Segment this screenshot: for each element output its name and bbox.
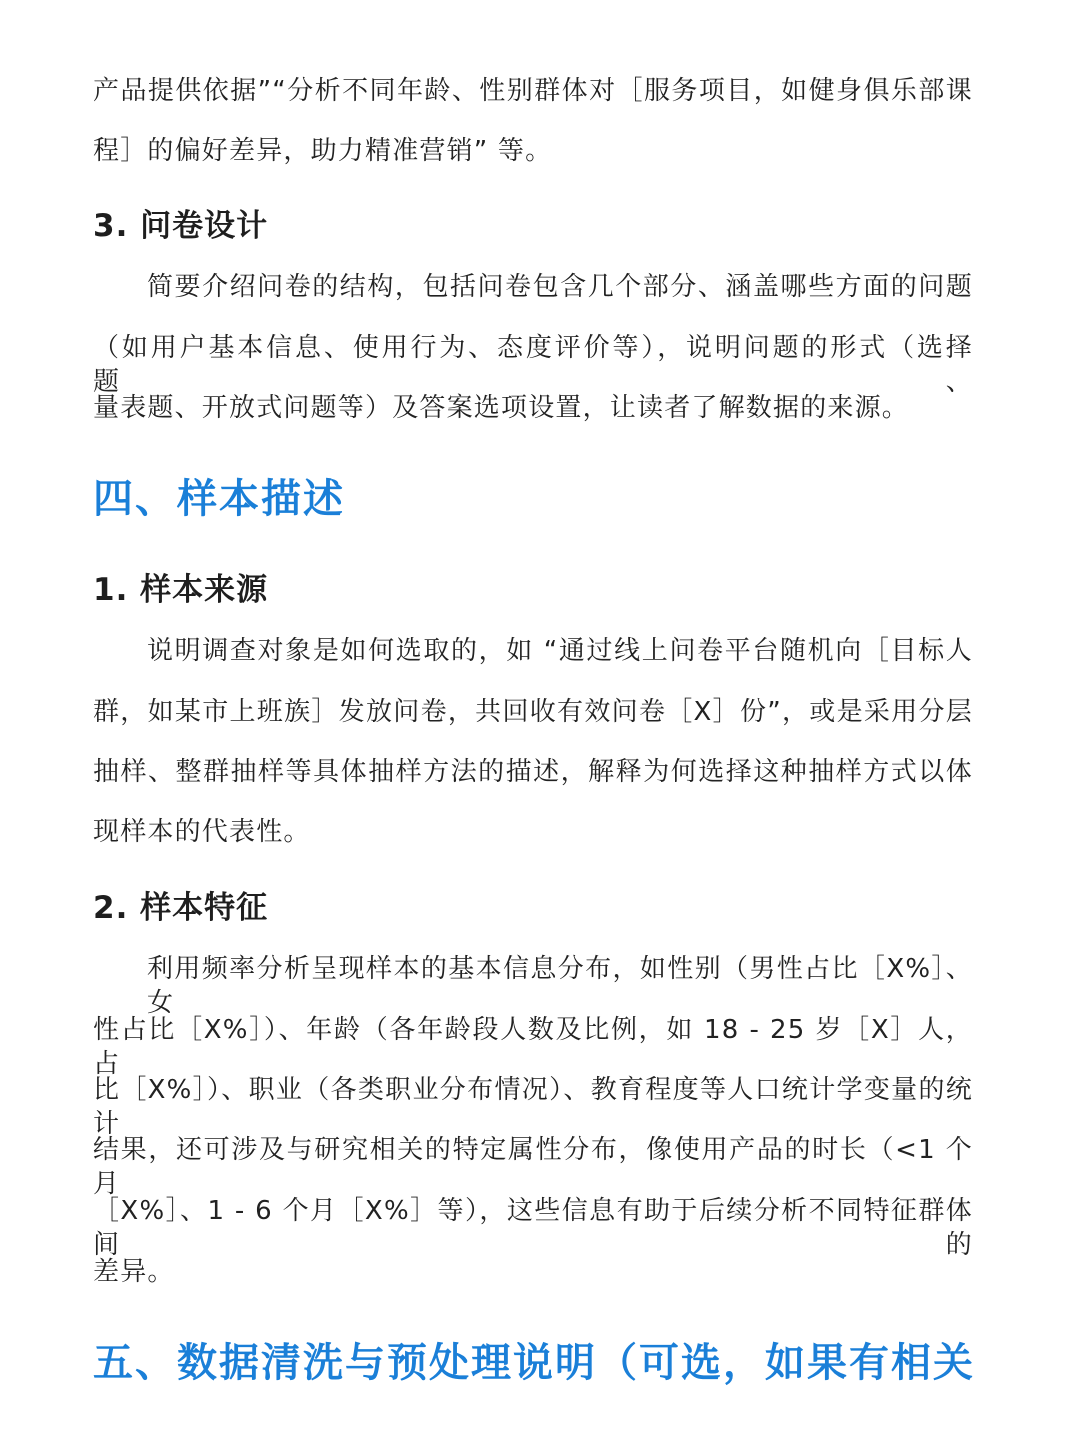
paragraph-line: 结果，还可涉及与研究相关的特定属性分布，像使用产品的时长（<1 个月 (93, 1135, 973, 1199)
paragraph-line: ［X%］、1 - 6 个月［X%］等），这些信息有助于后续分析不同特征群体间的 (93, 1196, 973, 1260)
paragraph-line: 性占比［X%］）、年龄（各年龄段人数及比例，如 18 - 25 岁［X］人，占 (93, 1015, 973, 1079)
paragraph-line: 群，如某市上班族］发放问卷，共回收有效问卷［X］份”，或是采用分层 (93, 697, 973, 727)
paragraph-line: 抽样、整群抽样等具体抽样方法的描述，解释为何选择这种抽样方式以体 (93, 757, 973, 787)
subheading-questionnaire-design: 3. 问卷设计 (93, 208, 269, 244)
section-heading-sample-description: 四、样本描述 (93, 476, 345, 522)
section-heading-data-cleaning: 五、数据清洗与预处理说明（可选，如果有相关 (93, 1340, 975, 1386)
paragraph-line: 简要介绍问卷的结构，包括问卷包含几个部分、涵盖哪些方面的问题 (147, 272, 973, 302)
paragraph-line: 程］的偏好差异，助力精准营销” 等。 (93, 136, 553, 166)
paragraph-line: （如用户基本信息、使用行为、态度评价等），说明问题的形式（选择题、 (93, 333, 973, 397)
paragraph-line: 利用频率分析呈现样本的基本信息分布，如性别（男性占比［X%］、女 (147, 954, 973, 1018)
paragraph-line: 现样本的代表性。 (93, 817, 311, 847)
subheading-sample-characteristics: 2. 样本特征 (93, 890, 269, 926)
paragraph-line: 比［X%］）、职业（各类职业分布情况）、教育程度等人口统计学变量的统计 (93, 1075, 973, 1139)
paragraph-line: 差异。 (93, 1257, 175, 1287)
paragraph-line: 产品提供依据”“分析不同年龄、性别群体对［服务项目，如健身俱乐部课 (93, 76, 973, 106)
paragraph-line: 说明调查对象是如何选取的，如 “通过线上问卷平台随机向［目标人 (147, 636, 973, 666)
subheading-sample-source: 1. 样本来源 (93, 572, 269, 608)
paragraph-line: 量表题、开放式问题等）及答案选项设置，让读者了解数据的来源。 (93, 393, 910, 423)
